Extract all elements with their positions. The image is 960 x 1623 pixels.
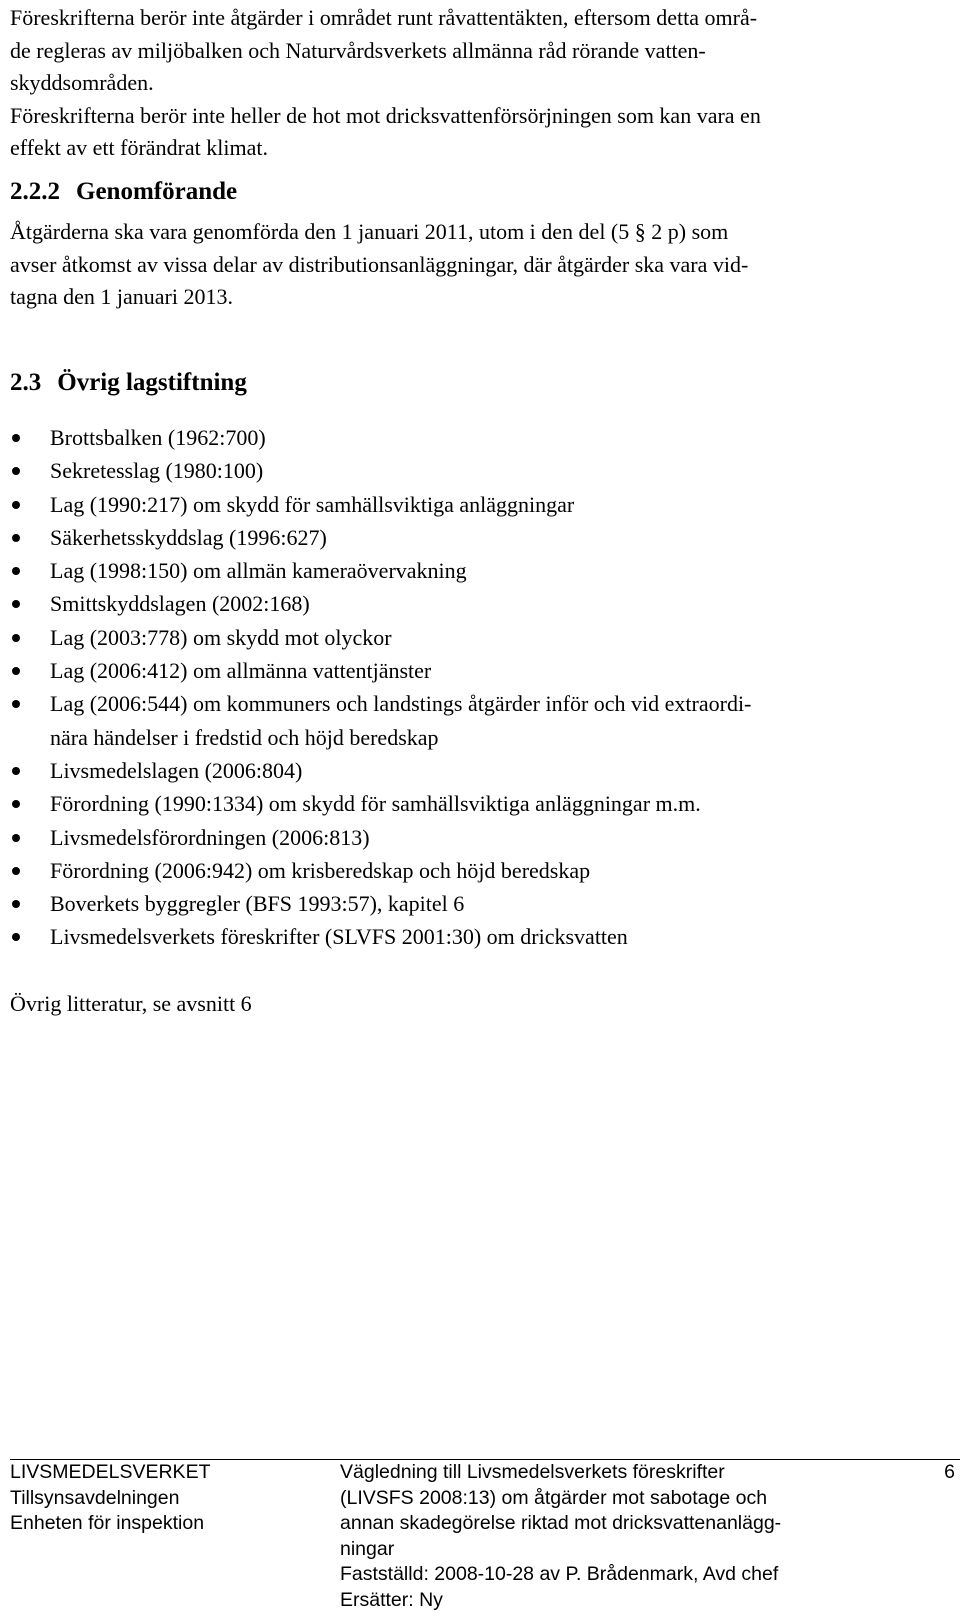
text-line: tagna den 1 januari 2013. xyxy=(10,284,233,309)
footer-line: Vägledning till Livsmedelsverkets föreskrifter xyxy=(340,1461,725,1483)
footer-line: Fastställd: 2008-10-28 av P. Brådenmark, Avd chef xyxy=(340,1563,779,1585)
list-item: Boverkets byggregler (BFS 1993:57), kapitel 6 xyxy=(10,887,945,920)
intro-paragraph xyxy=(10,2,945,165)
bullet-icon xyxy=(12,501,20,509)
text-line: Åtgärderna ska vara genomförda den 1 januari 2011, utom i den del (5 § 2 p) som xyxy=(10,219,729,244)
section-number: 2.2.2 xyxy=(10,178,60,205)
bullet-icon xyxy=(12,467,20,475)
section-title: Genomförande xyxy=(76,178,238,205)
list-item: Lag (1990:217) om skydd för samhällsviktiga anläggningar xyxy=(10,488,945,521)
section-heading-2-3 xyxy=(10,367,247,399)
page-number: 6 xyxy=(944,1461,955,1483)
legislation-list xyxy=(10,421,945,954)
footer-organization xyxy=(10,1460,310,1537)
bullet-icon xyxy=(12,900,20,908)
list-item: Sekretesslag (1980:100) xyxy=(10,454,945,487)
other-literature-note: Övrig litteratur, se avsnitt 6 xyxy=(10,991,252,1016)
footer-document-info xyxy=(340,1460,880,1613)
list-item: Förordning (1990:1334) om skydd för samhällsviktiga anläggningar m.m. xyxy=(10,787,945,820)
genomforande-paragraph xyxy=(10,216,945,314)
bullet-icon xyxy=(12,933,20,941)
section-title: Övrig lagstiftning xyxy=(57,369,247,396)
bullet-icon xyxy=(12,867,20,875)
bullet-icon xyxy=(12,667,20,675)
list-item: Lag (2006:412) om allmänna vattentjänster xyxy=(10,654,945,687)
bullet-icon xyxy=(12,800,20,808)
text-line: Föreskrifterna berör inte åtgärder i området runt råvattentäkten, eftersom detta områ- xyxy=(10,5,758,30)
list-item: Livsmedelslagen (2006:804) xyxy=(10,754,945,787)
bullet-icon xyxy=(12,434,20,442)
footer-line: (LIVSFS 2008:13) om åtgärder mot sabotage och xyxy=(340,1486,768,1509)
bullet-icon xyxy=(12,534,20,542)
section-number: 2.3 xyxy=(10,369,42,396)
text-line: effekt av ett förändrat klimat. xyxy=(10,135,268,160)
list-item: Lag (2006:544) om kommuners och landstings åtgärder inför och vid extraordi- nära händelser i fredstid och höjd beredskap xyxy=(10,687,945,754)
footer-line: LIVSMEDELSVERKET xyxy=(10,1461,211,1483)
list-item: Livsmedelsverkets föreskrifter (SLVFS 2001:30) om dricksvatten xyxy=(10,920,945,953)
bullet-icon xyxy=(12,834,20,842)
list-item: Lag (2003:778) om skydd mot olyckor xyxy=(10,621,945,654)
bullet-icon xyxy=(12,700,20,708)
bullet-icon xyxy=(12,634,20,642)
footer-line: annan skadegörelse riktad mot dricksvattenanlägg- xyxy=(340,1512,782,1534)
list-item: Säkerhetsskyddslag (1996:627) xyxy=(10,521,945,554)
bullet-icon xyxy=(12,567,20,575)
footer-line: Tillsynsavdelningen xyxy=(10,1486,180,1509)
section-heading-2-2-2 xyxy=(10,176,237,208)
text-line: avser åtkomst av vissa delar av distributionsanläggningar, där åtgärder ska vara vid- xyxy=(10,251,749,277)
text-line: skyddsområden. xyxy=(10,70,154,95)
text-line: de regleras av miljöbalken och Naturvårdsverkets allmänna råd rörande vatten- xyxy=(10,37,706,63)
footer-line: ningar xyxy=(340,1537,395,1560)
text-line: Föreskrifterna berör inte heller de hot mot dricksvattenförsörjningen som kan vara en xyxy=(10,102,761,128)
list-item: Förordning (2006:942) om krisberedskap och höjd beredskap xyxy=(10,854,945,887)
footer-line: Enheten för inspektion xyxy=(10,1512,205,1534)
footer-line: Ersätter: Ny xyxy=(340,1588,443,1611)
list-item: Lag (1998:150) om allmän kameraövervakning xyxy=(10,554,945,587)
list-item: Brottsbalken (1962:700) xyxy=(10,421,945,454)
list-item: Smittskyddslagen (2002:168) xyxy=(10,587,945,620)
bullet-icon xyxy=(12,767,20,775)
bullet-icon xyxy=(12,600,20,608)
list-item: Livsmedelsförordningen (2006:813) xyxy=(10,821,945,854)
